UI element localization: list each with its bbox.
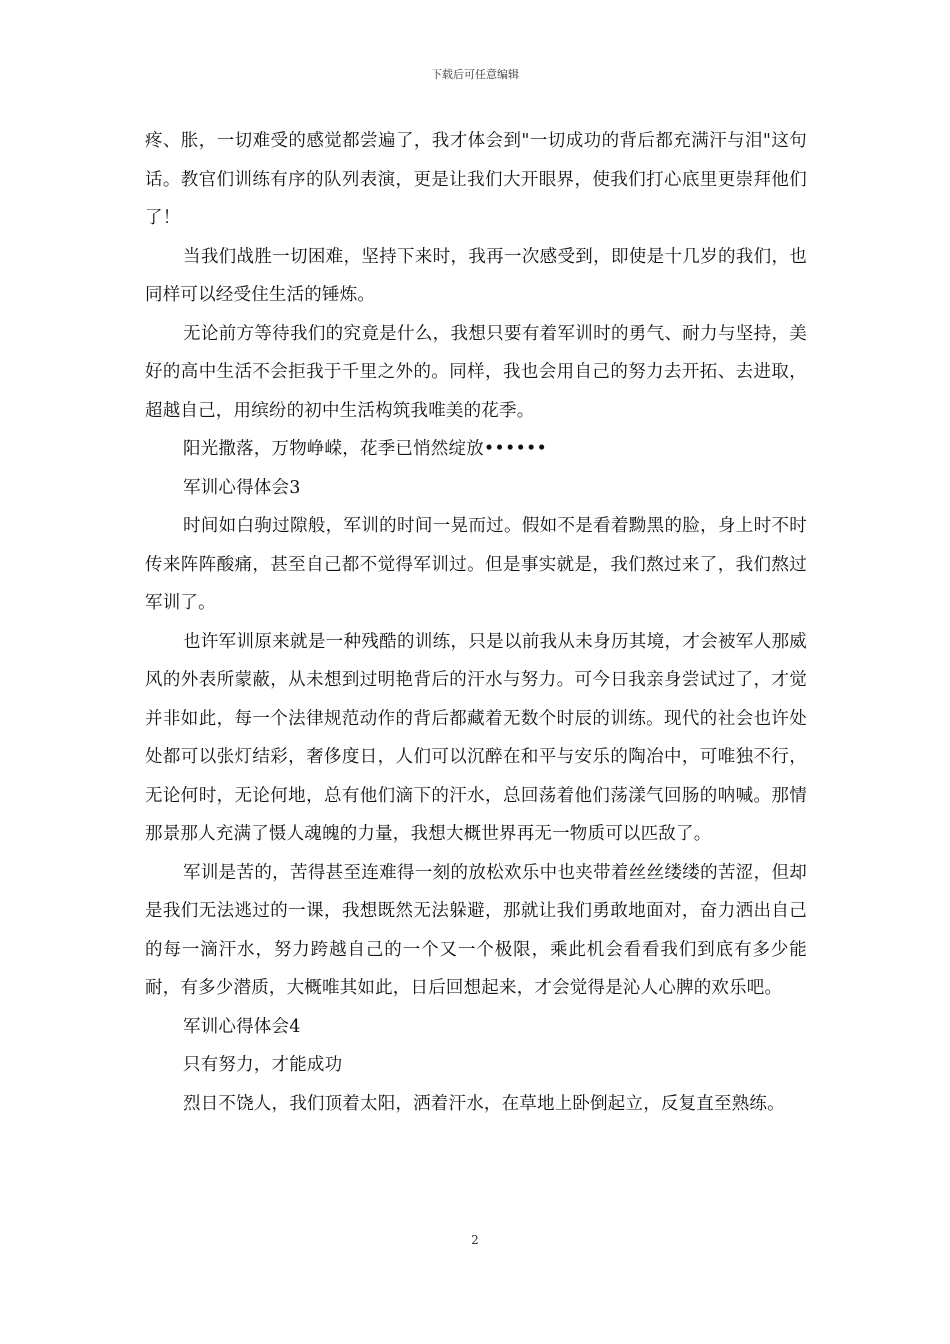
paragraph-1: 疼、胀，一切难受的感觉都尝遍了，我才体会到"一切成功的背后都充满汗与泪"这句话。教官们训练有序的队列表演，更是让我们大开眼界，使我们打心底里更崇拜他们了！ — [145, 131, 807, 228]
paragraph-2: 当我们战胜一切困难，坚持下来时，我再一次感受到，即使是十几岁的我们，也同样可以经受住生活的锤炼。 — [145, 246, 807, 305]
page-number: 2 — [471, 1233, 479, 1247]
paragraph-4: 阳光撒落，万物峥嵘，花季已悄然绽放•••••• — [183, 439, 548, 459]
paragraph-3: 无论前方等待我们的究竟是什么，我想只要有着军训时的勇气、耐力与坚持，美好的高中生活不会拒我于千里之外的。同样，我也会用自己的努力去开拓、去进取，超越自己，用缤纷的初中生活构筑我唯美的花季。 — [145, 323, 807, 421]
paragraph-8: 只有努力，才能成功 — [183, 1055, 343, 1075]
paragraph-6: 也许军训原来就是一种残酷的训练，只是以前我从未身历其境，才会被军人那威风的外表所蒙蔽，从未想到过明艳背后的汗水与努力。可今日我亲身尝试过了，才觉并非如此，每一个法律规范动作的背后都藏着无数个时辰的训练。现代的社会也许处处都可以张灯结彩，奢侈度日，人们可以沉醉在和平与安乐的陶冶中，可唯独不行，无论何时，无论何地，总有他们滴下的汗水，总回荡着他们荡漾气回肠的呐喊。那情那景那人充满了慑人魂魄的力量，我想大概世界再无一物质可以匹敌了。 — [145, 631, 807, 844]
section-heading-3: 军训心得体会3 — [183, 477, 301, 498]
document-body — [145, 122, 807, 1123]
page-header: 下载后可任意编辑 — [431, 68, 519, 81]
section-heading-4: 军训心得体会4 — [183, 1016, 301, 1037]
paragraph-7: 军训是苦的，苦得甚至连难得一刻的放松欢乐中也夹带着丝丝缕缕的苦涩，但却是我们无法逃过的一课，我想既然无法躲避，那就让我们勇敢地面对，奋力洒出自己的每一滴汗水，努力跨越自己的一个又一个极限，乘此机会看看我们到底有多少能耐，有多少潜质，大概唯其如此，日后回想起来，才会觉得是沁人心脾的欢乐吧。 — [145, 862, 807, 998]
paragraph-9: 烈日不饶人，我们顶着太阳，洒着汗水，在草地上卧倒起立，反复直至熟练。 — [183, 1093, 785, 1114]
paragraph-5: 时间如白驹过隙般，军训的时间一晃而过。假如不是看着黝黑的脸，身上时不时传来阵阵酸痛，甚至自己都不觉得军训过。但是事实就是，我们熬过来了，我们熬过军训了。 — [145, 516, 807, 613]
